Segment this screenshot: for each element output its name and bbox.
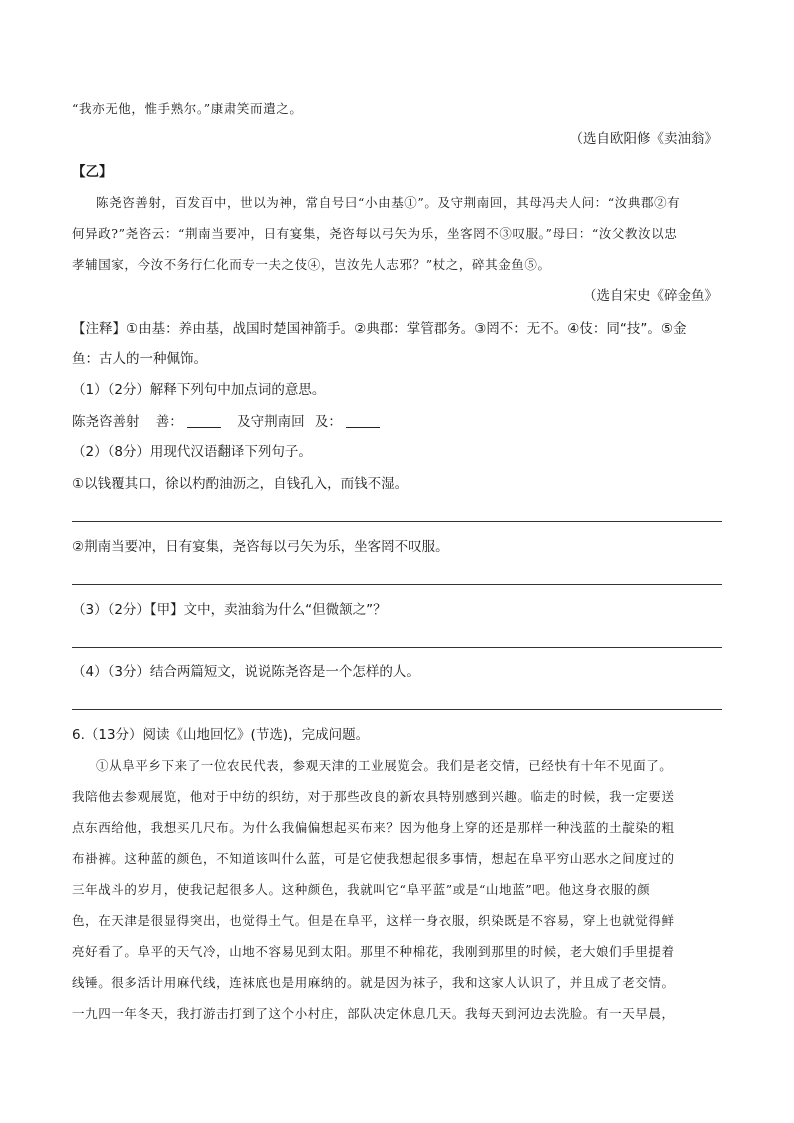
question-2-sentence-1: ①以钱覆其口，徐以杓酌油沥之，自钱孔入，而钱不湿。 — [72, 476, 409, 492]
q1-sentence-b: 及守荆南回 — [237, 414, 305, 430]
question-3: （3）（2分）【甲】文中，卖油翁为什么“但微颔之”？ — [72, 602, 387, 618]
answer-line[interactable] — [72, 584, 722, 585]
notes-line: 鱼：古人的一种佩饰。 — [72, 351, 207, 367]
answer-line[interactable] — [72, 709, 722, 710]
section-6-line: 色，在天津是很显得突出，也觉得土气。但是在阜平，这样一身衣服，织染既是不容易，穿上也就觉得鲜 — [72, 913, 675, 928]
section-6-line: 我陪他去参观展览，他对于中纺的织纺，对于那些改良的新农具特别感到兴趣。临走的时候，我一定要送 — [72, 789, 675, 804]
answer-blank-b[interactable] — [346, 415, 380, 428]
section-6-line: 线锤。很多活计用麻代线，连袜底也是用麻纳的。就是因为袜子，我和这家人认识了，并且成了老交情。 — [72, 975, 675, 990]
section-6-line: 一九四一年冬天，我打游击打到了这个小村庄，部队决定休息几天。我每天到河边去洗脸。有一天早晨， — [72, 1006, 675, 1021]
question-2: （2）（8分）用现代汉语翻译下列句子。 — [72, 444, 312, 460]
section-6-line: 三年战斗的岁月，使我记起很多人。这种颜色，我就叫它“阜平蓝”或是“山地蓝”吧。他这身衣服的颜 — [72, 882, 651, 897]
question-1: （1）（2分）解释下列句中加点词的意思。 — [72, 382, 326, 398]
passage-yi-line: 陈尧咨善射，百发百中，世以为神，常自号曰“小由基①”。及守荆南回，其母冯夫人问：“汝典郡②有 — [96, 195, 681, 210]
question-1-items — [72, 415, 380, 430]
question-4: （4）（3分）结合两篇短文，说说陈尧咨是一个怎样的人。 — [72, 664, 420, 680]
passage-yi-heading: 【乙】 — [72, 164, 113, 180]
answer-blank-a[interactable] — [187, 415, 221, 428]
notes-line: 【注释】①由基：养由基，战国时楚国神箭手。②典郡：掌管郡务。③罔不：无不。④伎：同“技”。⑤金 — [72, 321, 687, 337]
answer-line[interactable] — [72, 521, 722, 522]
q1-word-b: 及： — [314, 414, 342, 430]
section-6-line: 布褂裤。这种蓝的颜色，不知道该叫什么蓝，可是它使我想起很多事情，想起在阜平穷山恶水之间度过的 — [72, 851, 675, 866]
passage-jia-source: （选自欧阳修《卖油翁》 — [569, 131, 718, 147]
question-2-sentence-2: ②荆南当要冲，日有宴集，尧咨每以弓矢为乐，坐客罔不叹服。 — [72, 539, 449, 555]
passage-yi-line: 孝辅国家，今汝不务行仁化而专一夫之伎④，岂汝先人志邪？”杖之，碎其金鱼⑤。 — [72, 257, 551, 272]
section-6-line: 点东西给他，我想买几尺布。为什么我偏偏想起买布来？因为他身上穿的还是那样一种浅蓝的土靛染的粗 — [72, 820, 675, 835]
section-6-line: 亮好看了。阜平的天气冷，山地不容易见到太阳。那里不种棉花，我刚到那里的时候，老大娘们手里提着 — [72, 944, 675, 959]
passage-yi-line: 何异政?”尧咨云：“荆南当要冲，日有宴集，尧咨每以弓矢为乐，坐客罔不③叹服。”母曰：“汝父教汝以忠 — [72, 226, 678, 241]
q1-word-a: 善： — [155, 414, 183, 430]
q1-sentence-a: 陈尧咨善射 — [72, 414, 140, 430]
answer-line[interactable] — [72, 647, 722, 648]
passage-jia-closing-line: “我亦无他，惟手熟尔。”康肃笑而遣之。 — [72, 101, 303, 116]
section-6-title: 6.（13分）阅读《山地回忆》(节选)，完成问题。 — [72, 727, 370, 743]
passage-yi-source: （选自宋史《碎金鱼》 — [583, 288, 718, 304]
section-6-line: ①从阜平乡下来了一位农民代表，参观天津的工业展览会。我们是老交情，已经快有十年不见面了。 — [96, 758, 673, 773]
